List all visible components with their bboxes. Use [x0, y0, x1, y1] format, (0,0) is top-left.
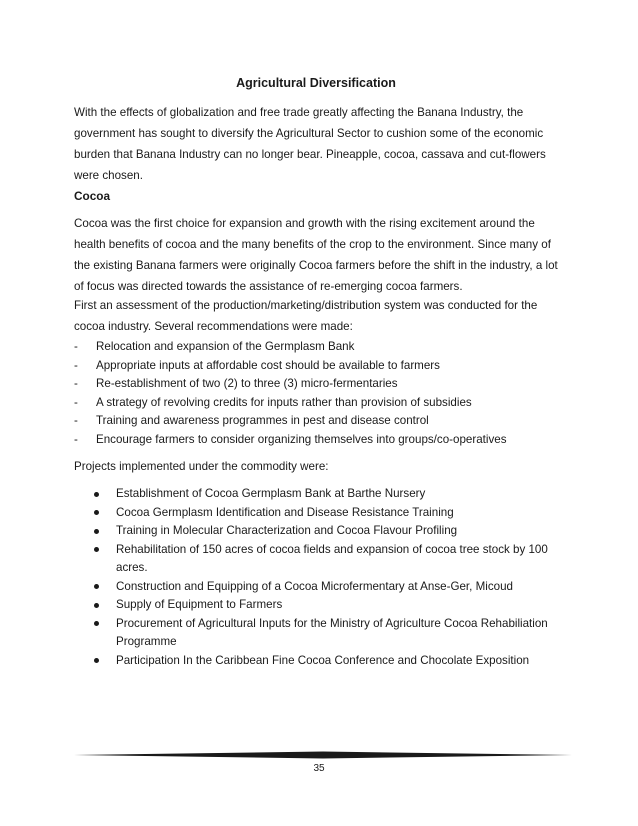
list-item	[74, 394, 558, 413]
projects-list	[74, 485, 558, 670]
list-item	[74, 412, 558, 431]
assessment-paragraph	[74, 295, 558, 337]
page-title: Agricultural Diversification	[236, 76, 396, 90]
list-item-text: Training and awareness programmes in pest and disease control	[96, 414, 429, 427]
list-item-text: Training in Molecular Characterization and Cocoa Flavour Profiling	[116, 524, 458, 537]
cocoa-line: Cocoa was the first choice for expansion and growth with the rising excitement around the	[74, 217, 535, 230]
intro-line: With the effects of globalization and free trade greatly affecting the Banana Industry, the	[74, 106, 524, 119]
dash-marker: -	[74, 432, 78, 446]
dash-marker: -	[74, 377, 78, 390]
dash-marker: -	[74, 340, 78, 353]
bullet-icon	[94, 658, 99, 663]
list-item-text: Establishment of Cocoa Germplasm Bank at Barthe Nursery	[116, 487, 426, 500]
page-number: 35	[313, 763, 325, 774]
list-item	[74, 338, 558, 357]
section-heading-cocoa: Cocoa	[74, 189, 111, 203]
recommendations-list	[74, 338, 558, 449]
assessment-line: First an assessment of the production/marketing/distribution system was conducted for the	[74, 299, 538, 312]
list-item-text: Re-establishment of two (2) to three (3) micro-fermentaries	[96, 377, 398, 390]
dash-marker: -	[74, 414, 78, 427]
list-item	[74, 541, 558, 578]
list-item-text: Appropriate inputs at affordable cost should be available to farmers	[96, 358, 440, 372]
list-item	[74, 652, 558, 671]
list-item	[74, 504, 558, 523]
bullet-icon	[94, 621, 99, 626]
cocoa-line: the existing Banana farmers were originally Cocoa farmers before the shift in the industry, a lot	[74, 259, 558, 272]
list-item	[74, 615, 558, 652]
list-item-text-continued: acres.	[116, 561, 148, 574]
intro-line: were chosen.	[74, 169, 143, 182]
footer-divider	[74, 750, 572, 760]
list-item	[74, 578, 558, 597]
list-item	[74, 431, 558, 450]
list-item-text: Construction and Equipping of a Cocoa Microfermentary at Anse-Ger, Micoud	[116, 579, 513, 593]
list-item-text: Encourage farmers to consider organizing themselves into groups/co-operatives	[96, 432, 507, 446]
list-item-text: Cocoa Germplasm Identification and Disease Resistance Training	[116, 505, 454, 519]
bullet-icon	[94, 529, 99, 534]
bullet-icon	[94, 603, 99, 608]
cocoa-line: of focus was directed towards the assistance of re-emerging cocoa farmers.	[74, 280, 463, 293]
list-item	[74, 375, 558, 394]
bullet-icon	[94, 492, 99, 497]
list-item	[74, 357, 558, 376]
intro-line: burden that Banana Industry can no longer bear. Pineapple, cocoa, cassava and cut-flowers	[74, 148, 546, 161]
assessment-line: cocoa industry. Several recommendations were made:	[74, 320, 353, 333]
dash-marker: -	[74, 395, 78, 409]
list-item-text: Rehabilitation of 150 acres of cocoa fields and expansion of cocoa tree stock by 100	[116, 542, 548, 556]
list-item	[74, 522, 558, 541]
cocoa-paragraph	[74, 213, 558, 297]
list-item-text: Relocation and expansion of the Germplasm Bank	[96, 340, 355, 353]
cocoa-line: health benefits of cocoa and the many benefits of the crop to the environment. Since many of	[74, 238, 551, 251]
intro-line: government has sought to diversify the Agricultural Sector to cushion some of the economic	[74, 127, 544, 140]
bullet-icon	[94, 510, 99, 515]
list-item-text: Supply of Equipment to Farmers	[116, 598, 283, 611]
list-item	[74, 596, 558, 615]
list-item-text: A strategy of revolving credits for inputs rather than provision of subsidies	[96, 395, 472, 409]
list-item-text-continued: Programme	[116, 635, 177, 648]
list-item-text: Procurement of Agricultural Inputs for the Ministry of Agriculture Cocoa Rehabiliation	[116, 616, 548, 630]
bullet-icon	[94, 547, 99, 552]
list-item	[74, 485, 558, 504]
dash-marker: -	[74, 358, 78, 372]
list-item-text: Participation In the Caribbean Fine Cocoa Conference and Chocolate Exposition	[116, 653, 530, 667]
projects-intro: Projects implemented under the commodity were:	[74, 460, 329, 473]
bullet-icon	[94, 584, 99, 589]
intro-paragraph	[74, 102, 558, 186]
